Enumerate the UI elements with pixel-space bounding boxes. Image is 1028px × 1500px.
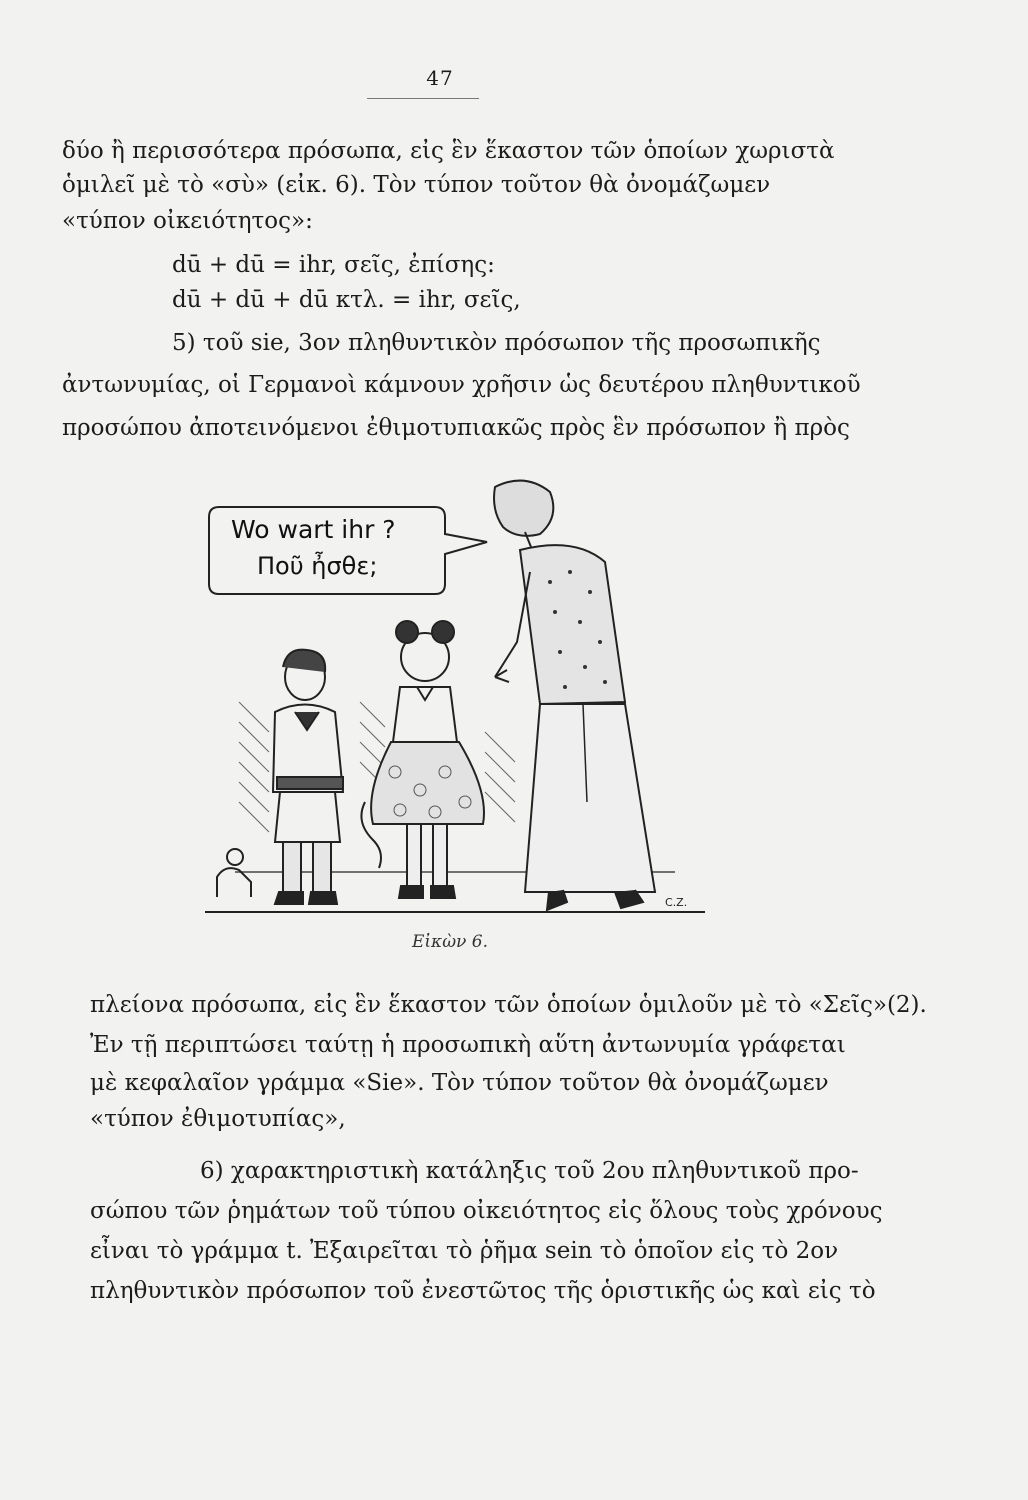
text-line: 6) χαρακτηριστικὴ κατάληξις τοῦ 2ου πληθυντικοῦ προ- — [200, 1158, 859, 1184]
text-line: πλείονα πρόσωπα, εἰς ἓν ἕκαστον τῶν ὁποίων ὁμιλοῦν μὲ τὸ «Σεῖς»(2). — [90, 992, 927, 1018]
woman-figure — [494, 481, 655, 910]
girl-figure — [361, 621, 484, 898]
formula-line: dū + dū + dū κτλ. = ihr, σεῖς, — [172, 287, 521, 313]
text-line: δύο ἢ περισσότερα πρόσωπα, εἰς ἓν ἕκαστον τῶν ὁποίων χωριστὰ — [62, 138, 835, 164]
speech-text-greek: Ποῦ ἦσθε; — [257, 552, 378, 580]
text-line: «τύπον ἐθιμοτυπίας», — [90, 1106, 346, 1132]
text-line: σώπου τῶν ῥημάτων τοῦ τύπου οἰκειότητος εἰς ὅλους τοὺς χρόνους — [90, 1198, 883, 1224]
toy-dog — [217, 849, 251, 897]
boy-figure — [273, 650, 343, 904]
text-line: ὁμιλεῖ μὲ τὸ «σὺ» (εἰκ. 6). Τὸν τύπον τοῦτον θὰ ὀνομάζωμεν — [62, 172, 771, 198]
text-line: μὲ κεφαλαῖον γράμμα «Sie». Τὸν τύπον τοῦτον θὰ ὀνομάζωμεν — [90, 1070, 829, 1096]
page-number-rule — [367, 98, 479, 99]
text-line: Ἐν τῇ περιπτώσει ταύτῃ ἡ προσωπικὴ αὕτη ἀντωνυμία γράφεται — [90, 1032, 846, 1058]
cartoon-drawing — [195, 472, 715, 922]
artist-signature: C.Z. — [665, 896, 688, 909]
text-line: προσώπου ἀποτεινόμενοι ἐθιμοτυπιακῶς πρὸς ἓν πρόσωπον ἢ πρὸς — [62, 415, 850, 441]
text-line: πληθυντικὸν πρόσωπον τοῦ ἐνεστῶτος τῆς ὁριστικῆς ὡς καὶ εἰς τὸ — [90, 1278, 876, 1304]
text-line: ἀντωνυμίας, οἱ Γερμανοὶ κάμνουν χρῆσιν ὡς δευτέρου πληθυντικοῦ — [62, 372, 861, 398]
page-number: 47 — [426, 66, 454, 90]
text-line: εἶναι τὸ γράμμα t. Ἐξαιρεῖται τὸ ῥῆμα sein τὸ ὁποῖον εἰς τὸ 2ον — [90, 1238, 839, 1264]
figure-caption: Εἰκὼν 6. — [411, 932, 489, 952]
formula-line: dū + dū = ihr, σεῖς, ἐπίσης: — [172, 252, 495, 278]
text-line: «τύπον οἰκειότητος»: — [62, 208, 313, 234]
figure-illustration — [195, 472, 715, 922]
speech-text-german: Wo wart ihr ? — [231, 515, 396, 544]
text-line: 5) τοῦ sie, 3ον πληθυντικὸν πρόσωπον τῆς προσωπικῆς — [172, 330, 821, 356]
